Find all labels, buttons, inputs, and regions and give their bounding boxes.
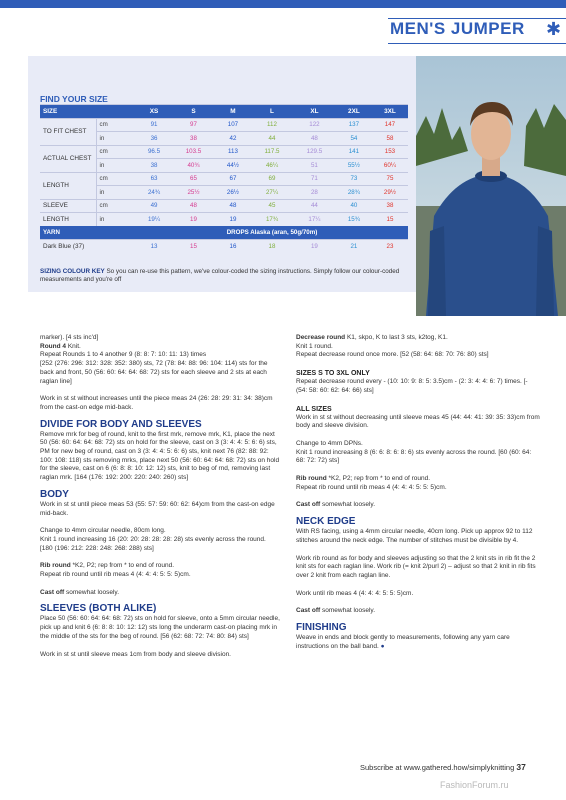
row-label: TO FIT CHEST [40,118,96,145]
paragraph: Repeat decrease round once more. [52 (58: 64: 68: 70: 76: 80) sts] [296,351,489,359]
cell: 36 [136,132,172,146]
paragraph [296,607,540,616]
cell: 69 [251,172,293,186]
yarn-value: DROPS Alaska (aran, 50g/70m) [136,226,408,240]
top-stripe [0,0,566,8]
cell: 67 [215,172,251,186]
header-2xl: 2XL [336,105,372,119]
watermark: FashionForum.ru [440,780,509,790]
text: Weave in ends and block gently to measurements, following any yarn care instructions on the ball band. [296,634,510,650]
unit: in [96,186,136,200]
cell: 28¾ [336,186,372,200]
cell: 65 [172,172,215,186]
cell: 97 [172,118,215,132]
paragraph: Repeat Rounds 1 to 4 another 9 (8: 8: 7: 10: 11: 13) times [40,351,207,359]
section-heading: BODY [40,488,69,500]
cell: 60¼ [372,159,408,173]
cell: 40¾ [172,159,215,173]
cell: 19¼ [136,213,172,227]
cell: 38 [372,199,408,213]
table-row [40,118,408,132]
cell: 21 [336,240,372,254]
table-row [40,213,408,227]
cell: 48 [215,199,251,213]
table-row [40,199,408,213]
cell: 44 [251,132,293,146]
cell: 15¾ [336,213,372,227]
left-column [40,334,280,659]
paragraph: [252 (276: 296: 312: 328: 352: 380) sts, 72 (78: 84: 88: 96: 104: 114) sts for the back and front, 50 (56: 60: 64: 64: 68: 72) sts for each sleeve and 2 sts at each raglan line] [40,360,268,385]
text: *K2, P2; rep from * to end of round. [328,475,431,483]
cell: 51 [293,159,336,173]
cell: 15 [172,240,215,254]
paragraph: Change to 4mm DPNs. [296,439,363,447]
bold-label: Round 4 [40,342,66,350]
cell: 28 [293,186,336,200]
paragraph: Remove mrk for beg of round, knit to the first mrk, remove mrk, K1, place the next 50 (56: 60: 64: 64: 68: 72) sts on hold for the sleeve, cast on 3 (3: 4: 4: 5: 6: 6) sts, PM for new beg of round, cast on 3 (3: 4: 4: 5: 6: 6) sts, knit next 76 (82: 88: 92: 100: 108: 118) sts removing mrks, place next 50 (56: 60: 64: 64: 68: 72) sts on hold for the sleeve, cast on 6 (6: 8: 8: 10: 12: 12) sts, knit to beg of rnd, removing last raglan mrk. [164 (176: 192: 200: 220: 240: 260) sts] [40,430,280,482]
paragraph: Knit 1 round. [296,342,333,350]
table-row [40,186,408,200]
text: somewhat loosely. [322,501,376,509]
cell: 113 [215,145,251,159]
paragraph: Work rib round as for body and sleeves adjusting so that the 2 knit sts in rib fit the 2 knit sts for each raglan line. Work rib (= knit 2/purl 2) – adjust so that 2 knit in rib fits over 2 knit from each raglan line. [296,554,536,579]
unit: in [96,159,136,173]
paragraph: Work in st st without decreasing until sleeve meas 45 (44: 44: 41: 39: 35: 33)cm from body and sleeve division. [296,413,540,430]
text: somewhat loosely. [322,607,376,615]
section-heading: DIVIDE FOR BODY AND SLEEVES [40,418,202,430]
cell: 42 [215,132,251,146]
row-label: Dark Blue (37) [40,240,136,254]
cell: 19 [172,213,215,227]
header-size: SIZE [40,105,136,119]
cell: 23 [372,240,408,254]
unit: cm [96,118,136,132]
header-m: M [215,105,251,119]
cell: 91 [136,118,172,132]
cell: 117.5 [251,145,293,159]
cell: 24¾ [136,186,172,200]
cell: 58 [372,132,408,146]
cell: 112 [251,118,293,132]
paragraph [40,589,280,598]
paragraph: Repeat rib round until rib meas 4 (4: 4: 4: 5: 5: 5)cm. [40,571,191,579]
paragraph [40,562,280,571]
text: Knit. [67,342,81,350]
bold-label: Cast off [296,501,321,509]
bold-label: Rib round [40,562,71,570]
unit: cm [96,145,136,159]
paragraph: Repeat rib round until rib meas 4 (4: 4: 4: 5: 5: 5)cm. [296,483,447,491]
row-label: LENGTH [40,213,96,227]
bold-label: Rib round [296,475,327,483]
cell: 26½ [215,186,251,200]
cell: 38 [136,159,172,173]
bold-label: Decrease round [296,334,346,341]
table-row [40,145,408,159]
text: *K2, P2; rep from * to end of round. [72,562,175,570]
cell: 17¼ [293,213,336,227]
paragraph: Work in st st without increases until the piece meas 24 (26: 28: 29: 31: 34: 38)cm from the cast-on edge mid-back. [40,395,273,411]
section-heading: ALL SIZES [296,405,332,413]
header-xl: XL [293,105,336,119]
cell: 54 [336,132,372,146]
paragraph: Repeat decrease round every - (10: 10: 9: 8: 5: 3.5)cm - (2: 3: 4: 4: 6: 7) times. [- (54: 58: 60: 62: 64: 66) sts] [296,378,528,394]
find-your-size-heading: FIND YOUR SIZE [40,94,108,104]
colour-key-title: SIZING COLOUR KEY [40,268,105,275]
model-photo-image [416,56,566,316]
page-title: MEN'S JUMPER [390,19,525,38]
cell: 103.5 [172,145,215,159]
bold-label: Cast off [40,588,65,596]
yarn-row [40,226,408,240]
cell: 73 [336,172,372,186]
paragraph: With RS facing, using a 4mm circular needle, 40cm long. Pick up approx 92 to 112 stitches around the neck edge. The number of stitches must be divisible by 4. [296,528,533,544]
right-column [296,334,540,651]
cell: 44 [293,199,336,213]
end-dot-icon: ● [380,642,385,650]
footer-text: Subscribe at www.gathered.how/simplyknitting [360,763,515,772]
paragraph: Change to 4mm circular needle, 80cm long. [40,527,166,535]
cell: 17¾ [251,213,293,227]
cell: 71 [293,172,336,186]
cell: 45 [251,199,293,213]
paragraph: Work until rib meas 4 (4: 4: 4: 5: 5: 5)cm. [296,589,414,597]
cell: 48 [293,132,336,146]
table-row [40,159,408,173]
cell: 147 [372,118,408,132]
cell: 27¼ [251,186,293,200]
header-xs: XS [136,105,172,119]
page-number: 37 [516,762,526,772]
cell: 129.5 [293,145,336,159]
paragraph: Knit 1 round increasing 16 (20: 20: 28: 28: 28: 28) sts evenly across the round. [180 (196: 212: 228: 248: 268: 288) sts] [40,535,266,552]
cell: 63 [136,172,172,186]
cell: 44½ [215,159,251,173]
cell: 49 [136,199,172,213]
cell: 40 [336,199,372,213]
cell: 122 [293,118,336,132]
text: K1, skpo, K to last 3 sts, k2tog, K1. [346,334,448,341]
paragraph: Knit 1 round increasing 8 (6: 6: 8: 6: 8: 6) sts evenly across the round. [60 (60: 64: 68: 72: 72) sts] [296,448,532,465]
section-heading: SIZES S TO 3XL ONLY [296,370,370,378]
paragraph: Place 50 (56: 60: 64: 64: 68: 72) sts on hold for sleeve, onto a 5mm circular needle, pick up and knit 6 (6: 8: 8: 10: 12: 12) sts long the underarm cast-on placing mrk in the middle of the sts for the beg of round. [56 (62: 68: 72: 74: 80: 84) sts] [40,615,280,640]
unit: cm [96,172,136,186]
header-l: L [251,105,293,119]
header-3xl: 3XL [372,105,408,119]
section-heading: NECK EDGE [296,516,356,528]
paragraph [40,343,280,352]
cell: 13 [136,240,172,254]
cell: 153 [372,145,408,159]
cell: 29½ [372,186,408,200]
paragraph [296,334,540,343]
section-heading: FINISHING [296,622,347,634]
cell: 137 [336,118,372,132]
footer [360,762,526,772]
colour-key-text: So you can re-use this pattern, we've colour-coded the sizing instructions. Simply follow our colour-coded measurements and you're off [40,268,400,284]
section-heading: SLEEVES (BOTH ALIKE) [40,603,157,615]
cell: 25½ [172,186,215,200]
cell: 55½ [336,159,372,173]
paragraph: Work in st st until sleeve meas 1cm from body and sleeve division. [40,650,231,658]
paragraph [296,475,540,484]
yarn-label: YARN [40,226,136,240]
cell: 19 [293,240,336,254]
paragraph [296,634,540,651]
row-label: SLEEVE [40,199,96,213]
cell: 75 [372,172,408,186]
unit: in [96,132,136,146]
star-icon: ✱ [546,19,562,39]
table-row [40,240,408,254]
cell: 46¼ [251,159,293,173]
cell: 141 [336,145,372,159]
header-s: S [172,105,215,119]
row-label: ACTUAL CHEST [40,145,96,172]
cell: 15 [372,213,408,227]
row-label: LENGTH [40,172,96,199]
paragraph [296,501,540,510]
paragraph: Work in st st until piece meas 53 (55: 57: 59: 60: 62: 64)cm from the cast-on edge mid-back. [40,500,275,517]
unit: in [96,213,136,227]
size-table [40,104,408,253]
table-header-row [40,105,408,119]
colour-key [40,268,406,285]
cell: 107 [215,118,251,132]
table-row [40,132,408,146]
text: somewhat loosely. [66,588,120,596]
unit: cm [96,199,136,213]
cell: 18 [251,240,293,254]
cell: 16 [215,240,251,254]
paragraph: marker). [4 sts inc'd] [40,334,99,341]
bold-label: Cast off [296,607,321,615]
table-row [40,172,408,186]
cell: 96.5 [136,145,172,159]
cell: 19 [215,213,251,227]
cell: 38 [172,132,215,146]
model-photo [416,56,566,316]
cell: 48 [172,199,215,213]
